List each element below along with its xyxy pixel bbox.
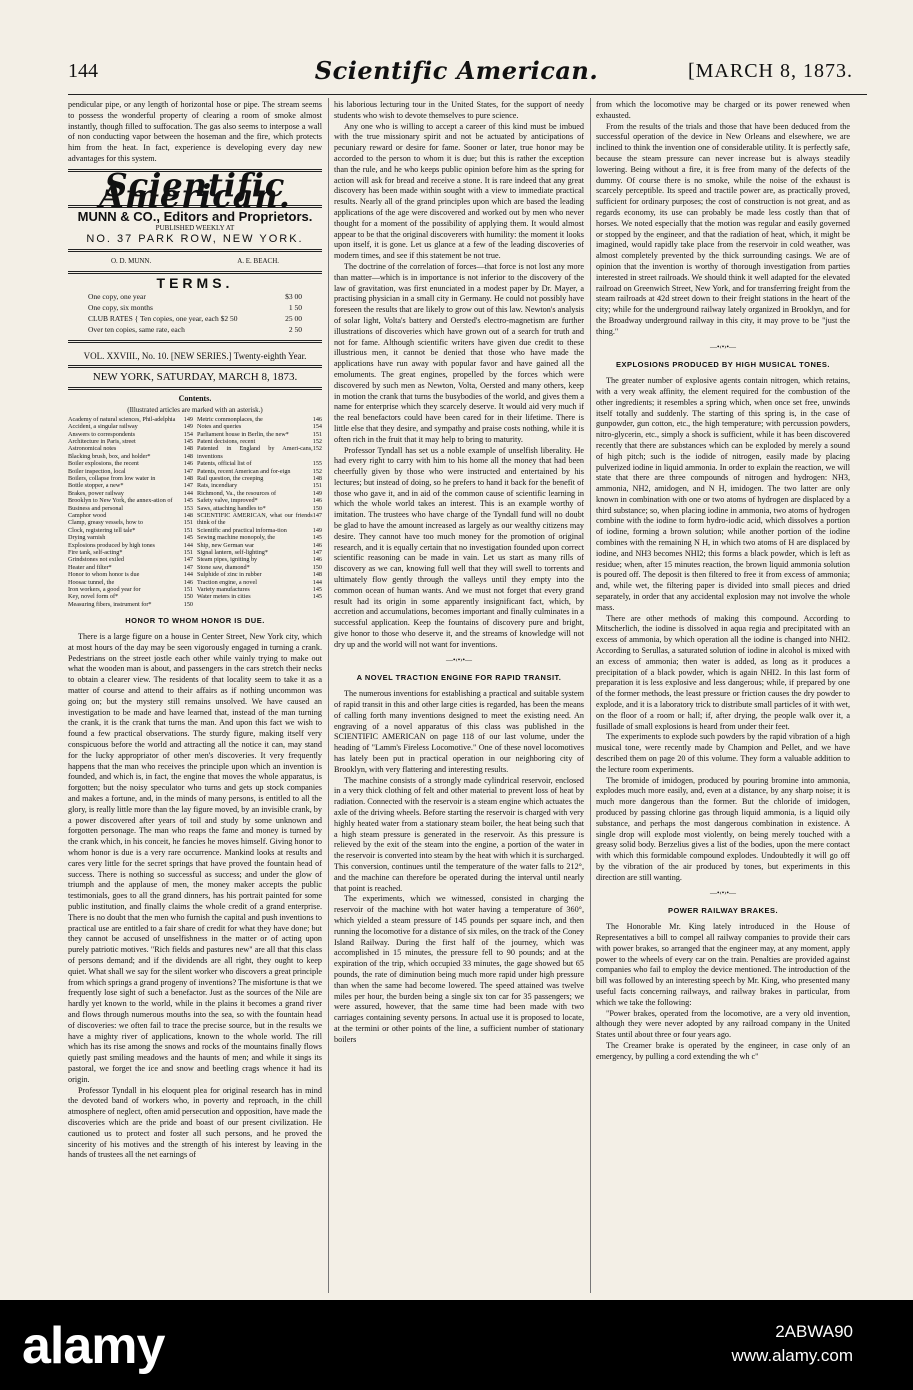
- contents-entry-title: Boiler explosions, the recent: [68, 460, 139, 468]
- volume-line: VOL. XXVIII., No. 10. [NEW SERIES.] Twenty-eighth Year.: [83, 350, 307, 361]
- article-paragraph: The doctrine of the correlation of forces—that force is not lost any more than matter—which is in importance is not inferior to the discovery of the law of gravitation, was first enunciated in a modest paper by Dr. Mayer, a practising physician in a small city in Germany. He could not possibly have foreseen the results that are likely to grow out of this law. Newton's analysis of solar light, Volta's battery and Oersted's electro-magnetism are further illustrations of discoveries which have grown out of a search for truth and not for fame. Although scientific writers have given due credit to these illustrious men, it cannot be denied that those who have made the applications have run away with popular favor and have gained all the emoluments. The great engines, propelled by the forces which were discovered by such men as Newton, Volta, Oersted and many others, keep in motion the crank that turns the busybodies of the world, and gives them a name for enterprise which they scarcely deserve. It would aid very much if the real benefactors could have been cared for in their lifetime. There is little else that they desire, and sympathy and praise costs nothing, while it is often rich in the fruit that it may help to bring to maturity.: [334, 261, 584, 444]
- contents-entry-page: 146: [312, 497, 322, 505]
- contents-entry-page: 148: [183, 474, 193, 482]
- contents-entry: [197, 468, 322, 475]
- contents-entry-page: 147: [183, 556, 193, 564]
- contents-entry-title: Astronomical notes: [68, 445, 117, 453]
- contents-entry-title: Drying varnish: [68, 534, 106, 542]
- contents-entry: [68, 601, 193, 608]
- masthead: [68, 165, 322, 390]
- contents-entry-page: 149: [183, 423, 193, 431]
- contents-entry: [197, 549, 322, 556]
- image-credit: [731, 1320, 853, 1368]
- term-row: [68, 292, 322, 303]
- contents-entry-page: 145: [183, 534, 193, 542]
- contents-entry-title: Bottle stopper, a new*: [68, 482, 124, 490]
- contents-entry: [197, 564, 322, 571]
- contents-entry-title: Traction engine, a novel: [197, 578, 257, 586]
- header-rule: [68, 94, 867, 95]
- contents-entry: [197, 556, 322, 563]
- contents-entry-page: 151: [312, 482, 322, 490]
- contents-entry-title: Key, novel form of*: [68, 593, 119, 601]
- contents-entry-page: 154: [312, 423, 322, 431]
- contents-entry: [197, 438, 322, 445]
- article-paragraph: There are other methods of making this compound. According to Mitscherlich, the iodine is dissolved in aqua regia and precipitated with an excess of ammonia, by which operation all the iodine is changed into NHI2. According to Serullas, a saturated solution of iodine in alcohol is mixed with an excess of ammonia; then water is added, as long as it produces a precipitation of a black powder, which is again NHI2. In this last form of preparation it is less explosive and less dangerous; while, if prepared by one of the former methods, the least pressure or friction causes the dry powder to explode, and it is a laboratory trick to distribute small particles of it with wet, on the floor of a room or hall; if, after drying, the people walk over it, a fusillade of small explosions is heard from under their feet.: [596, 613, 850, 731]
- term-label: One copy, six months: [88, 303, 153, 313]
- contents-entry-title: Patents, official list of: [197, 460, 252, 468]
- contents-entry-page: 145: [312, 534, 322, 542]
- contents-entry-title: Explosions produced by high tones: [68, 541, 155, 549]
- article-paragraph: Any one who is willing to accept a career of this kind must be imbued with the true missionary spirit and not be actuated by anticipations of pecuniary reward or desire for fame. Sooner or later, true honor may be accorded to the person to whom it is due; but this is rather the exception than the rule, and he who keeps public opinion before him as the spring for action will ask for bread and receive a stone. It is rare indeed that any great discovery has been made within sought with a view to immediate practical results. Nearly all of the grand principles upon which are based the leading applications of the age were discovered and worked out by men who never thought for a moment of the possibility of applying them. It would almost appear to be that the original discoverers with humility: the moment it looks upon itself, it is gone. Let us glance at a few of the leading discoveries of modern times, and see if this statement be not true.: [334, 121, 584, 261]
- contents-entry-page: 152: [312, 445, 322, 453]
- contents-entry-page: 146: [312, 415, 322, 423]
- contents-entry: [197, 445, 322, 460]
- article-heading-brakes: POWER RAILWAY BRAKES.: [667, 906, 779, 916]
- contents-entry-page: 149: [183, 415, 193, 423]
- contents-entry-title: Boiler inspection, local: [68, 467, 126, 475]
- contents-entry: [68, 579, 193, 586]
- contents-entry-page: 152: [312, 467, 322, 475]
- contents-entry: [68, 438, 193, 445]
- term-row: [68, 303, 322, 314]
- contents-entry-title: Fire tank, self-acting*: [68, 549, 123, 557]
- section-ornament: —•‹•›•—: [709, 342, 736, 351]
- proprietor-2: A. E. BEACH.: [237, 256, 280, 265]
- contents-entry-page: 145: [312, 593, 322, 601]
- contents-entry-page: 146: [183, 578, 193, 586]
- column-divider: [328, 98, 329, 1293]
- contents-entry-page: 149: [312, 526, 322, 534]
- contents-entry-title: Richmond, Va., the resources of: [197, 489, 277, 497]
- contents-entry-title: Patent decisions, recent: [197, 437, 256, 445]
- contents-entry-title: Stone saw, diamond*: [197, 563, 250, 571]
- contents-entry-page: 150: [312, 563, 322, 571]
- article-paragraph: The experiments, which we witnessed, consisted in charging the reservoir of the machine with hot water having a temperature of 360°, which yielded a steam pressure of 145 pounds per square inch, and then running the locomotive for a distance of six miles, on the track of the Coney Island Railway. During the first half of the journey, which was accomplished in 15 minutes, the pressure fell to 90 pounds; and at the expiration of the trip, which occupied 33 minutes, the gage showed but 65 pounds, the rate of diminution being much more rapid under high pressure than when the same had become lowered. The speed attained was twelve miles per hour, the burden being a single six ton car for 35 passengers; we were assured, however, that the same time had been made with two carriages containing seventy persons. In actual use it is proposed to locate, at the termini or other points of the line, a sufficient number of stationary boilers: [334, 894, 584, 1044]
- contents-entry-page: 153: [183, 504, 193, 512]
- proprietors: [68, 256, 322, 267]
- contents-entry: [68, 460, 193, 467]
- contents-note: (Illustrated articles are marked with an asterisk.): [127, 405, 263, 414]
- contents-entry-title: Iron workers, a good year for: [68, 586, 141, 594]
- term-label: One copy, one year: [88, 292, 146, 302]
- contents-entry-title: Boilers, collapse from low water in: [68, 474, 156, 482]
- section-ornament: —•‹•›•—: [709, 888, 736, 897]
- contents-entry: [68, 490, 193, 497]
- contents-entry: [197, 593, 322, 600]
- published-weekly: PUBLISHED WEEKLY AT: [155, 224, 235, 233]
- contents-entry: [197, 586, 322, 593]
- column-divider: [590, 98, 591, 1293]
- contents-entry: [68, 519, 193, 526]
- contents-entry-title: Business and personal: [68, 504, 123, 512]
- article-paragraph: The machine consists of a strongly made cylindrical reservoir, enclosed in a very thick clothing of felt and other material to prevent loss of heat by radiation. Connected with the reservoir is a steam engine which actuates the axle of the driving wheels. Before starting the reservoir is charged with very highly heated water from a stationary steam boiler, the heat being such that a high steam pressure is generated in the reservoir. As this pressure is relieved by the exit of the steam into the engine, a portion of the water in the reservoir is converted into steam by the heat with which it is surcharged. This conversion, continues until the temperature of the water falls to 212°, and the machine can therefore be operated during the interval until nearly that point is reached.: [334, 775, 584, 893]
- contents-entry-title: Brakes, power railway: [68, 489, 124, 497]
- contents-entry: [68, 475, 193, 482]
- contents-entry: [197, 527, 322, 534]
- masthead-rule: [68, 271, 322, 274]
- contents-entry: [68, 431, 193, 438]
- term-label: CLUB RATES { Ten copies, one year, each $2 50: [88, 313, 238, 323]
- contents-entry-title: Sewing machine monopoly, the: [197, 534, 275, 542]
- contents-entry-title: Signal lantern, self-lighting*: [197, 549, 268, 557]
- article-paragraph: "Power brakes, operated from the locomotive, are a very old invention, although they were never adopted by any railroad company in the United States until about three or four years ago.: [596, 1008, 850, 1040]
- article-heading-traction: A NOVEL TRACTION ENGINE FOR RAPID TRANSIT.: [356, 673, 562, 683]
- contents-entry-title: Answers to correspondents: [68, 430, 136, 438]
- contents-entry-title: Saws, attaching handles to*: [197, 504, 266, 512]
- contents-entry-page: 147: [183, 482, 193, 490]
- term-row: [68, 325, 322, 336]
- contents-entry-page: 147: [183, 563, 193, 571]
- contents-entry-title: Honor to whom honor is due: [68, 571, 140, 579]
- contents-entry-title: Heater and filter*: [68, 563, 112, 571]
- contents-entry-title: Accident, a singular railway: [68, 423, 138, 431]
- page-header: [0, 54, 913, 94]
- watermark-logo: alamy: [22, 1317, 165, 1375]
- contents-entry: [68, 527, 193, 534]
- terms-heading: TERMS.: [156, 274, 234, 291]
- contents-entry-title: Patents, recent American and for-eign: [197, 467, 291, 475]
- contents-entry-page: 148: [183, 452, 193, 460]
- contents-entry-title: Parliament house in Berlin, the new*: [197, 430, 289, 438]
- contents-entry: [197, 542, 322, 549]
- contents-entry-title: Clock, registering tell tale*: [68, 526, 136, 534]
- contents-entry: [68, 423, 193, 430]
- term-price: 2 50: [288, 324, 302, 334]
- contents-entry-page: 147: [183, 467, 193, 475]
- contents-entry: [197, 490, 322, 497]
- article-paragraph: From the results of the trials and those that have been deduced from the successful operation of the device in New Orleans and elsewhere, we are inclined to think the invention one of considerable utility. It is perfectly safe, because the steam pressure can never increase but is always steadily lowering. Being without a fire, it is free from many of the defects of the dummy. Of course there is no smoke, while the noise of the exhaust is scarcely perceptible. Its speed and tractile power are, as practically proved, sufficient for ordinary purposes; the cost of construction is not great, and as regards economy, its use can probably be made less costly than that of horses. We noted especially that the motion was regular and easily governed or stopped by the engineer, and that the radiation of heat, which, it might be imagined, would rapidly take place from the reservoir in cold weather, was almost completely prevented by the thick surrounding casings. We are of opinion that the invention is worthy of thorough investigation from parties interested in street railroads. We should think it well adapted for the elevated railroad on Greenwich Street, New York, and for transferring freight from the steam railroads at 42d street down to their freight stations in the heart of the city; while for the underground railway lately organized in Brooklyn, and for the Broadway underground railway in this city, it may prove to be "just the thing.": [596, 121, 850, 336]
- dateline: NEW YORK, SATURDAY, MARCH 8, 1873.: [92, 371, 298, 384]
- contents-entry-page: 145: [312, 586, 322, 594]
- contents-entry-title: Grindstones not exiled: [68, 556, 125, 564]
- contents-entry: [68, 445, 193, 452]
- issue-date: [MARCH 8, 1873.: [687, 60, 853, 82]
- article-paragraph: There is a large figure on a house in Center Street, New York city, which at most hours of the day may be seen vigorously engaged in turning a crank. Pedestrians on the street jostle each other while vainly trying to make out what the wooden man is about, and passengers in the cars stretch their necks to obtain a clearer view. The residents of that locality seem to take it as a matter of course and attend to their affairs as if nothing uncommon was going on; but the mystery still remains unsolved. We have caused an investigation to be made and have learned that, instead of the man turning the crank, it is the crank that turns the man. And upon this fact we wish to found a few practical observations. The sturdy figure, making itself very conspicuous before the world and attracting all the notice it can, may stand for the lucky appropriator of other men's discoveries. It very frequently happens that the man who receives the principle upon which an invention is founded, and which is, in fact, the engine that moves the whole apparatus, is forgotten; but the noisy speculator who turns and gets up stock companies and makes a fortune, and, in the minds of many persons, is entitled to all the glory, is really little more than the lay figure moved, by an invisible crank, by a power discovered after years of toil and study by some unknown and forgotten personage. The man who reaps the fame and money is turned by the crank which, in his conceit, he fancies he moves himself. Giving honor to whom honor is due is a very rare occurrence. Mankind looks at results and cares very little for the secret springs that have proved the fountain head of success. There is nothing so successful as success; and under the glow of triumph and the applause of men, the money maker accepts the public testimonials, goes to all the grand dinners, has his portrait painted for some public institution, and finally claims the whole credit of a grand enterprise. There is no doubt that the men who furnish the capital and push inventions to practical use are entitled to a fair share of credit for what they have done; but they cannot be accused of unselfishness in the matter or of acting upon purely patriotic motives. "Rich fields and pastures new" are all that this class of persons demand; and if the dividends are all right, they ought to keep quiet. What shall we say for the silent worker who discovers a great principle from which springs a grand progeny of inventions? The misfortune is that we frequently lose sight of such a benefactor. Just as the sources of the Nile are hardly yet known to the world, while in the plains it becomes a grand river and flows through numerous mouths into the sea, so with the fountain head of discoveries: we often fail to trace the precise source, but in the results we have a mighty river of applications, known to the whole world. The rill which has its rise among the snows and rocks of the mountains finally flows quietly past smiling meadows and the haunts of men; and while it sings its pastoral, we forget the ice and snow and beetling crags whence it had its origin.: [68, 632, 322, 1084]
- contents-entry-page: 146: [312, 541, 322, 549]
- article-heading-honor: HONOR TO WHOM HONOR IS DUE.: [125, 616, 265, 626]
- article-paragraph: The experiments to explode such powders by the rapid vibration of a high musical tone, were recently made by Champion and Pellet, and we have described them on page 20 of this volume. They form a valuable addition to the lecture room experiments.: [596, 732, 850, 774]
- column-2: [334, 100, 584, 1300]
- contents-entry-title: Hoosac tunnel, the: [68, 578, 115, 586]
- contents-left-column: [68, 416, 193, 609]
- contents-entry: [197, 497, 322, 504]
- contents-entry-page: 144: [183, 571, 193, 579]
- masthead-title: Scientific American.: [99, 165, 291, 215]
- contents-entry-title: Sulphide of zinc in rubber: [197, 571, 262, 579]
- contents-entry-page: 149: [312, 489, 322, 497]
- article-paragraph: The numerous inventions for establishing a practical and suitable system of rapid transit in this and other large cities is regarded, has been the means of calling forth many inventions designed to meet the existing need. An engraving of a novel apparatus of this class was published in the SCIENTIFIC AMERICAN on page 118 of our last volume, under the heading of "Lamm's Fireless Locomotive." One of these novel locomotives has lately been put in practical operation in our neighboring city of Brooklyn, with very flattering and interesting results.: [334, 689, 584, 774]
- contents-entry-title: Scientific and practical informa-tion: [197, 526, 287, 534]
- contents-entry: [197, 571, 322, 578]
- contents-entry-title: Blacking brush, box, and holder*: [68, 452, 151, 460]
- contents-entry: [197, 416, 322, 423]
- contents-list: [68, 416, 322, 609]
- contents-entry-title: Academy of natural sciences, Phil-adelphia: [68, 415, 176, 423]
- contents-entry: [68, 416, 193, 423]
- column-1: [68, 100, 322, 1300]
- column-3: [596, 100, 850, 1300]
- contents-heading: Contents.: [178, 394, 212, 404]
- contents-entry: [68, 556, 193, 563]
- article-paragraph: his laborious lecturing tour in the United States, for the support of needy students who wish to devote themselves to pure science.: [334, 100, 584, 120]
- article-paragraph: Professor Tyndall in his eloquent plea for original research has in mind the devoted band of workers who, in poverty and reproach, in the chill atmosphere of neglect, often amid persecution and opposition, have made the discoveries which are the pride and boast of our present civilization. He cautioned us to protect and foster all such persons, and he proved the sincerity of his motives and the strength of his interest by leaving in the hands of trustees all the net earnings of: [68, 1085, 322, 1160]
- contents-entry-title: Rail question, the creeping: [197, 474, 264, 482]
- article-paragraph: The Honorable Mr. King lately introduced in the House of Representatives a bill to compel all railway companies to provide their cars with power brakes, so arranged that the engineer may, at any moment, apply power to the wheels of every car on the train. Penalties are provided against companies who fail to employ the device mentioned. The introduction of the bill was followed by an interesting speech by Mr. King, who presented many useful facts concerning railways, and railway brakes in particular, from which we take the following:: [596, 922, 850, 1007]
- contents-entry: [68, 571, 193, 578]
- contents-entry-page: 147: [312, 512, 322, 520]
- contents-entry-page: 145: [183, 437, 193, 445]
- contents-entry-page: 155: [312, 460, 322, 468]
- contents-entry: [197, 423, 322, 430]
- contents-entry-page: 151: [183, 549, 193, 557]
- contents-entry-page: 144: [312, 578, 322, 586]
- contents-entry: [68, 586, 193, 593]
- term-label: Over ten copies, same rate, each: [88, 324, 185, 334]
- contents-entry-page: 145: [183, 497, 193, 505]
- contents-entry: [197, 431, 322, 438]
- address: NO. 37 PARK ROW, NEW YORK.: [86, 232, 304, 245]
- term-price: 1 50: [288, 303, 302, 313]
- article-paragraph: The Creamer brake is operated by the engineer, in case only of an emergency, by pulling a cord extending the wh c": [596, 1040, 850, 1061]
- contents-entry-title: Metric commonplaces, the: [197, 415, 263, 423]
- article-paragraph: Professor Tyndall has set us a noble example of unselfish liberality. He had every right to carry with him to his home all the money that had been cheerfully given by those who were instructed and entertained by his lectures; but instead of doing, so he prefers to hand it back for the benefit of those who gave it, and in aid of the common cause of scientific learning in which the whole world takes an interest. This is an example worthy of imitation. The trustees who have charge of the Tyndall fund will no doubt be glad to have the amount increased as largely as our wealthy citizens may desire. They cannot have too much money for the promotion of original research, and it is equally certain that no investigation founded upon correct scientific reasoning can be made in vain. Let us start as many rills of discovery as we can, knowing full well that they will swell to torrents and ultimately flow gently through the valleys until they empty into the common ocean of human wants. And we must not forget that every grand result had its origin in some apparently insignificant fact, which, by accretion and accumulations, becomes important and finally culminates in a successful application. Keep the fountains of discovery pure and bright, give honor to those who deserve it, and the streams of knowledge will not dry up and the world will not want for inventions.: [334, 445, 584, 649]
- contents-entry: [68, 542, 193, 549]
- contents-entry: [68, 497, 193, 504]
- contents-entry-title: Water meters in cities: [197, 593, 251, 601]
- contents-right-column: [197, 416, 322, 609]
- contents-entry-page: 150: [183, 600, 193, 608]
- contents-entry-title: SCIENTIFIC AMERICAN, what our friends think of the: [197, 512, 313, 527]
- contents-entry: [68, 512, 193, 519]
- contents-entry-page: 151: [312, 430, 322, 438]
- article-paragraph: from which the locomotive may be charged or its power renewed when exhausted.: [596, 100, 850, 120]
- contents-entry-title: Steam pipes, igniting by: [197, 556, 258, 564]
- masthead-rule: [68, 387, 322, 390]
- contents-entry: [197, 579, 322, 586]
- masthead-rule: [68, 365, 322, 368]
- contents-entry-page: 146: [312, 556, 322, 564]
- contents-entry: [197, 505, 322, 512]
- contents-entry: [197, 534, 322, 541]
- masthead-rule: [68, 249, 322, 252]
- contents-entry-page: 150: [183, 593, 193, 601]
- term-price: 25 00: [285, 313, 302, 323]
- contents-entry: [68, 505, 193, 512]
- contents-entry-title: Camphor wood: [68, 512, 107, 520]
- term-price: $3 00: [285, 292, 302, 302]
- contents-entry-page: 154: [183, 430, 193, 438]
- contents-entry: [68, 453, 193, 460]
- contents-entry: [68, 482, 193, 489]
- contents-entry-page: 148: [183, 445, 193, 453]
- contents-entry: [68, 564, 193, 571]
- running-title: Scientific American.: [314, 56, 599, 85]
- contents-entry-title: Brooklyn to New York, the annex-ation of: [68, 497, 173, 505]
- contents-entry-page: 148: [183, 512, 193, 520]
- contents-entry-page: 150: [312, 504, 322, 512]
- contents-entry-title: Notes and queries: [197, 423, 242, 431]
- term-row: [68, 314, 322, 325]
- contents-entry: [68, 549, 193, 556]
- article-heading-explosions: EXPLOSIONS PRODUCED BY HIGH MUSICAL TONES.: [616, 360, 830, 370]
- contents-entry-page: 147: [312, 549, 322, 557]
- contents-entry: [197, 482, 322, 489]
- section-ornament: —•‹•›•—: [445, 655, 472, 664]
- image-id: 2ABWA90: [775, 1322, 853, 1341]
- contents-entry: [197, 512, 322, 527]
- contents-entry-page: 146: [183, 460, 193, 468]
- contents-entry-page: 151: [183, 526, 193, 534]
- contents-entry-page: 152: [312, 437, 322, 445]
- contents-entry-title: Clamp, greasy vessels, how to: [68, 519, 143, 527]
- contents-entry: [197, 475, 322, 482]
- intro-paragraph: pendicular pipe, or any length of horizontal hose or pipe. The stream seems to possess the wonderful property of clearing a room of smoke almost instantly, though filled to suffocation. The gas also seems to interpose a wall of non conducting vapor between the hoseman and the fire, which protects him from the heat. In fact, experience is developing every day new advantages for this system.: [68, 100, 322, 163]
- contents-entry-title: Measuring fibers, instrument for*: [68, 600, 152, 608]
- contents-entry-page: 148: [312, 571, 322, 579]
- article-paragraph: The greater number of explosive agents contain nitrogen, which retains, with a very weak affinity, the element required for the combustion of the other ingredients; it resembles a spring which, when once set free, unwinds itself totally and suddenly. The starting of this spring is, in the case of gunpowder, gun cotton, etc., the high temperature; with percussion powders, nitro-glycerin, etc., simply a shock is sufficient, while it has been discovered recently that there are substances which can be exploded by merely a sound of high pitch; such is the iodide of nitrogen, easily made by placing pulverized iodine in liquid ammonia. In order to explain the reaction, we will state that there are three compounds of nitrogen and hydrogen: NH3, ammonia, NH2, amidogen, and N H, imidogen. The two latter are only known in combination with one or two atoms of hydrogen are displaced by a third substance; so, when placing iodine in ammonia, two atoms of hydrogen combine with the iodine to form hydro-iodic acid, which dissolves a portion of iodine, forming a brown solution; while another portion of the iodine combines with the remaining N H, in which two atoms of H are displaced by iodine, and NH3 becomes NHI2; this forms a black powder, which is left as residue; when, after 15 minutes reaction, the brown liquid ammonia solution is poured off. The deposit is then filtered to free it from excess of ammonia; and, while wet, the filtering paper is divided into small pieces and dried separately, in order that any accidental explosion may not involve the whole mass.: [596, 376, 850, 612]
- site-url: www.alamy.com: [731, 1346, 853, 1365]
- contents-entry: [68, 593, 193, 600]
- masthead-rule: [68, 340, 322, 343]
- contents-entry: [68, 534, 193, 541]
- contents-entry-page: 148: [312, 474, 322, 482]
- contents-entry-page: 144: [183, 541, 193, 549]
- contents-entry-page: 151: [183, 519, 193, 527]
- page-number: 144: [68, 60, 98, 82]
- contents-entry: [197, 460, 322, 467]
- proprietor-1: O. D. MUNN.: [110, 256, 152, 265]
- contents-entry-title: Patented in England by Ameri-cans, inventions: [197, 445, 313, 460]
- contents-entry: [68, 468, 193, 475]
- contents-entry-title: Architecture in Paris, street: [68, 437, 136, 445]
- contents-entry-page: 144: [183, 489, 193, 497]
- publishers: MUNN & CO., Editors and Proprietors.: [77, 209, 313, 225]
- contents-entry-title: Safety valve, improved*: [197, 497, 258, 505]
- contents-entry-title: Rats, incendiary: [197, 482, 238, 490]
- contents-entry-title: Ship, new German war: [197, 541, 255, 549]
- contents-entry-title: Variety manufactures: [197, 586, 250, 594]
- article-paragraph: The bromide of imidogen, produced by pouring bromine into ammonia, explodes much more easily, and, even at a distance, by any sharp noise; it is much more dangerous than the former. But the chloride of imidogen, produced by passing chlorine gas through liquid ammonia, is a liquid oily substance, and perhaps the most dangerous combination in existence. A single drop will explode most violently, on being merely touched with a greasy solid body. Berzelius gives a list of the bodies, upon the mere contact with which this formidable compound explodes. Undoubtedly it will go off by the vibration of the air produced by tones, but experiments in this direction are still wanting.: [596, 775, 850, 882]
- contents-entry-page: 151: [183, 586, 193, 594]
